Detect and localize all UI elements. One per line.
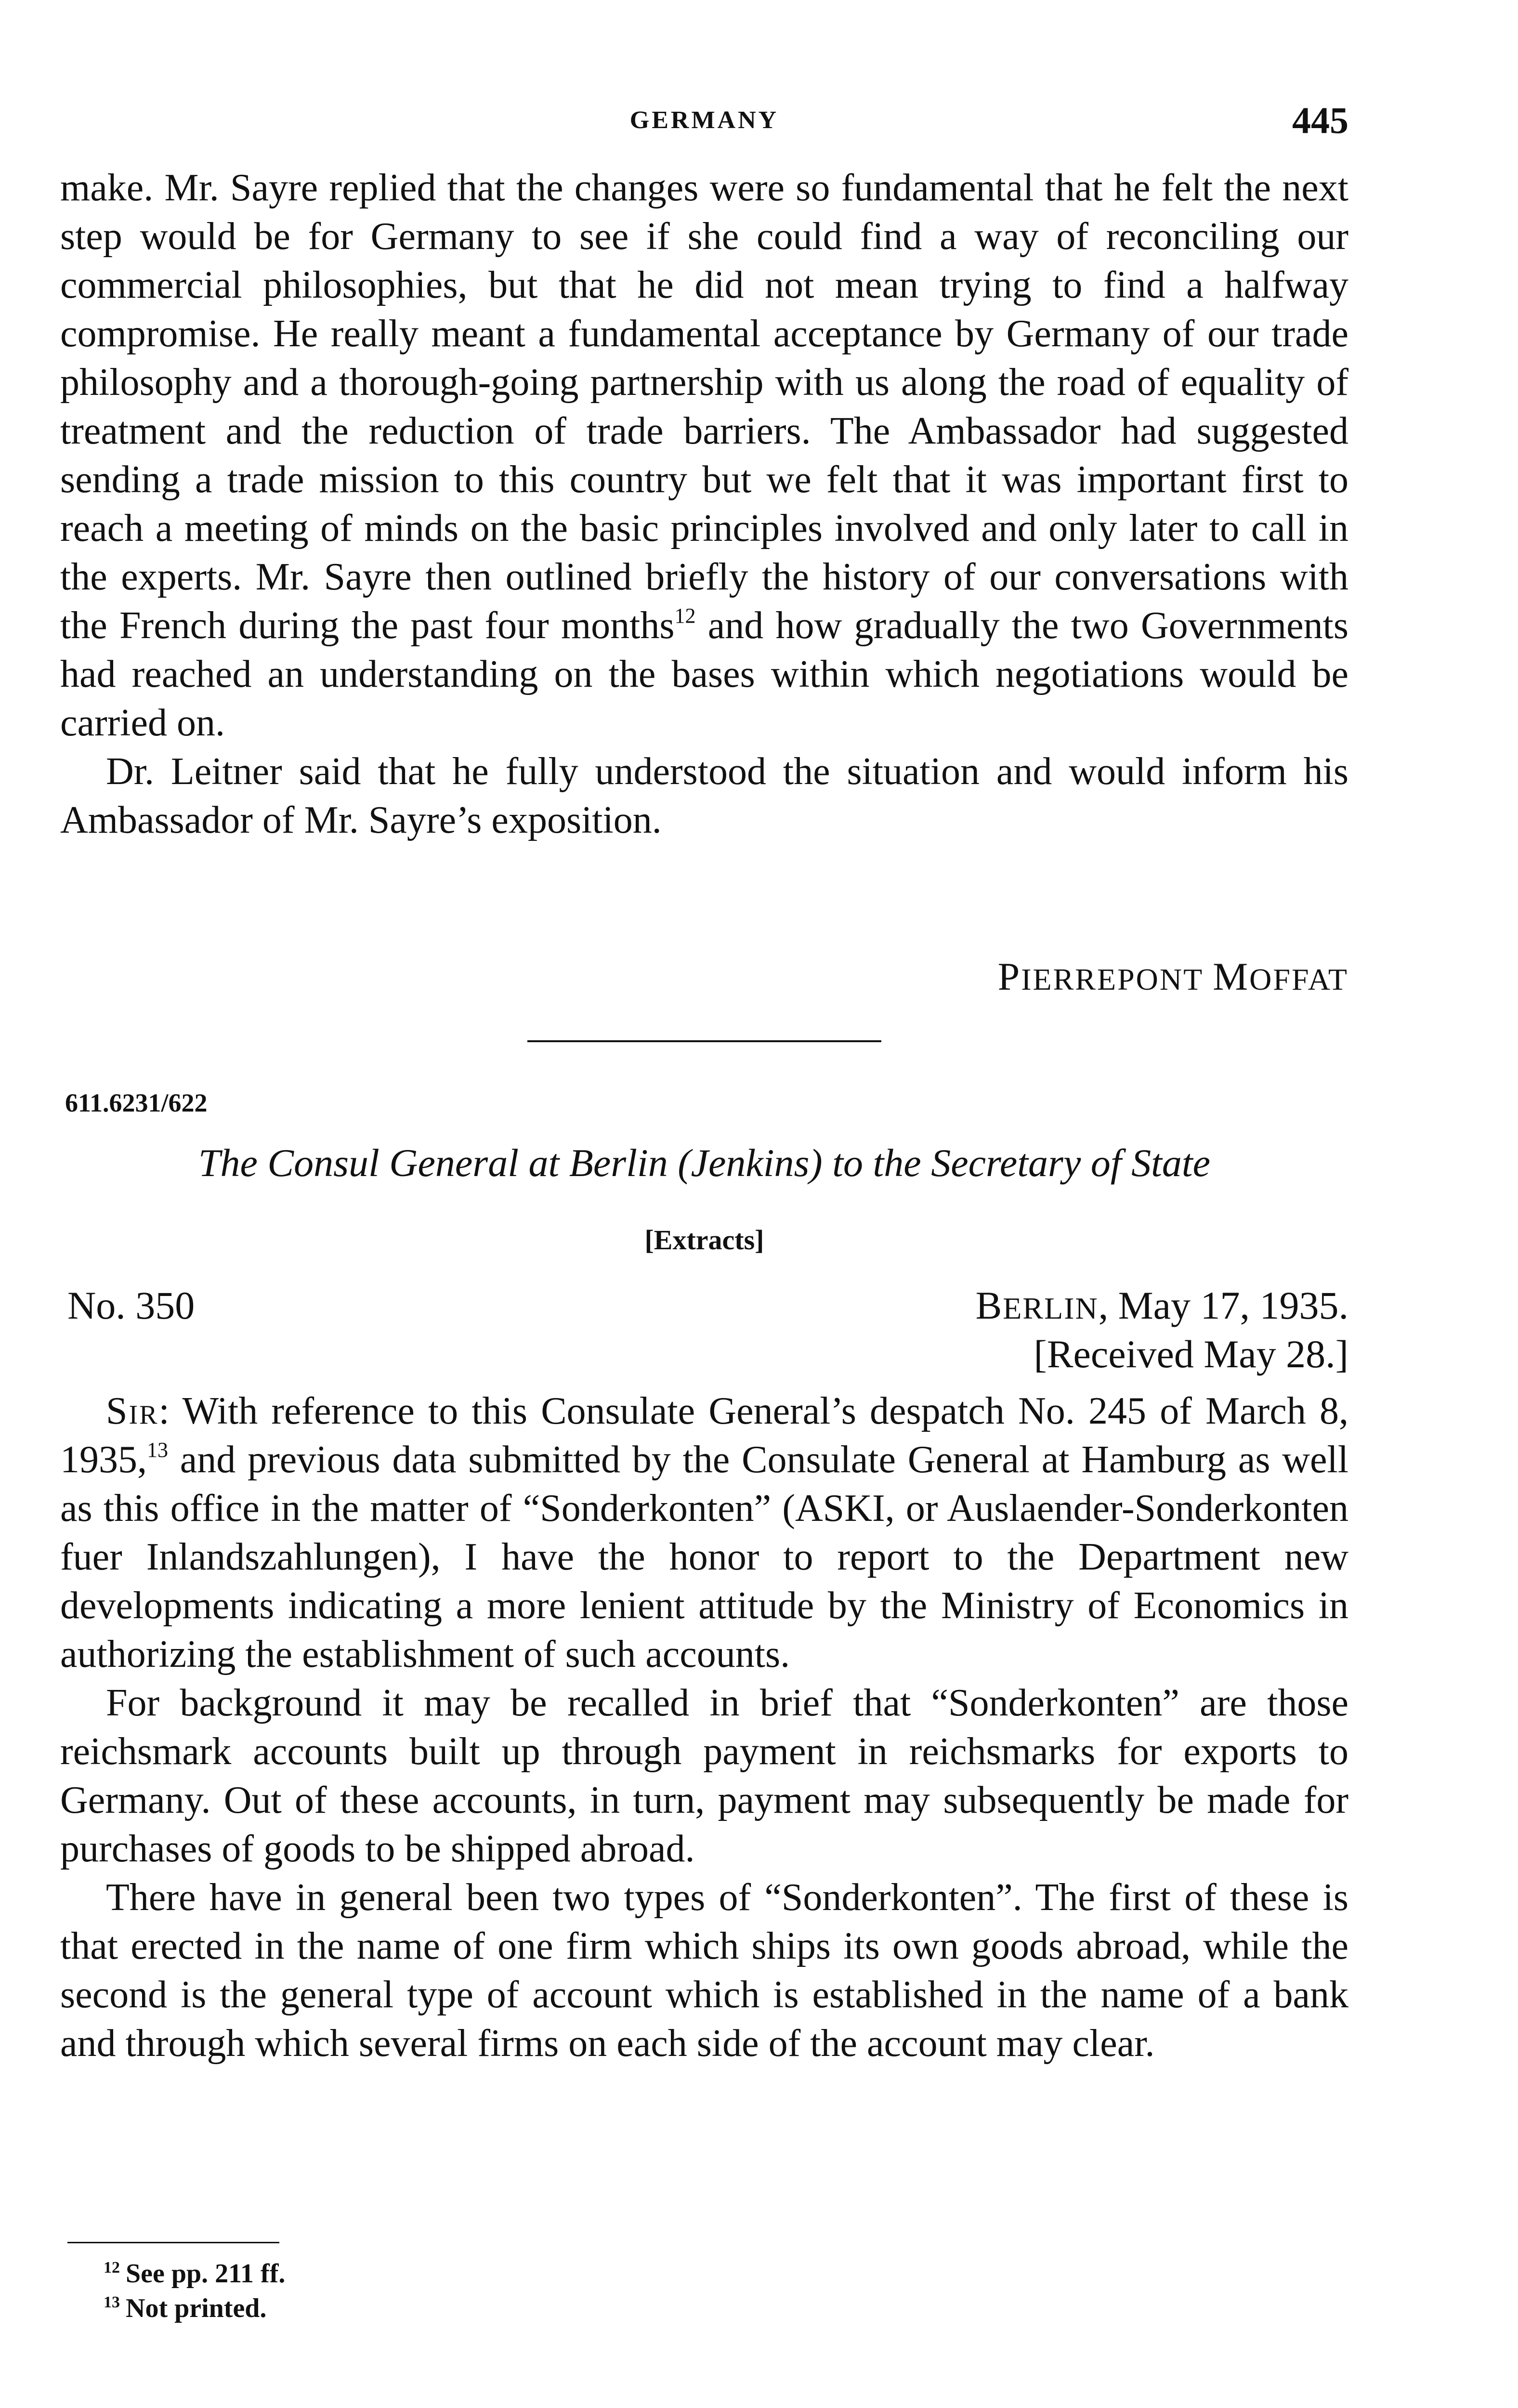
salutation: Sir: [106, 1390, 159, 1432]
footnote-divider: [67, 2242, 279, 2243]
memo-paragraph-1-text: make. Mr. Sayre replied that the changes were so fundamental that he felt the next step would be for Germany to see if she could find a way of reconciling our commercial philosophies, but that he did not mean trying to find a halfway compromise. He really meant a fundamental acceptance by Germany of our trade philosophy and a thorough-going partnership with us along the road of equality of treatment and the reduction of trade barriers. The Ambassador had suggested sending a trade mission to this country but we felt that it was important first to reach a meeting of minds on the basic principles involved and only later to call in the experts. Mr. Sayre then outlined briefly the history of our conversations with the French during the past four months: [60, 167, 1348, 647]
footnote-ref-12: 12: [674, 604, 696, 628]
running-head: [60, 94, 1348, 147]
footnote-ref-13: 13: [147, 1438, 168, 1462]
section-divider: [527, 1040, 881, 1042]
memo-paragraph-1-after: and how gradually the two Governments had reached an understanding on the bases within which negotiations would be carried on.: [60, 604, 1349, 744]
signature: PIERREPONT MOFFAT: [997, 955, 1348, 998]
document-title: The Consul General at Berlin (Jenkins) to the Secretary of State: [198, 1141, 1211, 1185]
memo-paragraph-2: Dr. Leitner said that he fully understood the situation and would inform his Ambassador of Mr. Sayre’s exposition.: [60, 750, 1348, 841]
despatch-number: No. 350: [67, 1283, 195, 1327]
page-number: 445: [1292, 99, 1348, 141]
file-number: 611.6231/622: [65, 1088, 208, 1117]
received-date: [Received May 28.]: [1034, 1332, 1348, 1376]
dateline: [976, 1281, 1348, 1333]
despatch-body: [60, 1387, 1348, 2068]
extracts-label: [Extracts]: [644, 1224, 764, 1256]
dateline-date: , May 17, 1935.: [1098, 1283, 1348, 1327]
running-title: GERMANY: [629, 106, 779, 134]
footnote-12: $^{12}$ See pp. 211 ff.: [104, 2259, 286, 2289]
despatch-paragraph-3: There have in general been two types of “Sonderkonten”. The first of these is that erected in the name of one firm which ships its own goods abroad, while the second is the general type of account which is established in the name of a bank and through which several firms on each side of the account may clear.: [60, 1876, 1348, 2065]
despatch-paragraph-1: Sir: With reference to this Consulate General’s despatch No. 245 of March 8, 1935,13 and previous data submitted by the Consulate General at Hamburg as well as this office in the matter of “Sonderkonten” (ASKI, or Auslaender-Sonderkonten fuer Inlandszahlungen), I have the honor to report to the Department new developments indicating a more lenient attitude by the Ministry of Economics in authorizing the establishment of such accounts.: [60, 1390, 1348, 1675]
despatch-paragraph-2: For background it may be recalled in brief that “Sonderkonten” are those reichsmark accounts built up through payment in reichsmarks for exports to Germany. Out of these accounts, in turn, payment may subsequently be made for purchases of goods to be shipped abroad.: [60, 1682, 1348, 1870]
memo-paragraph-1: [60, 164, 1348, 747]
dateline-place: BERLIN: [975, 1283, 1099, 1327]
footnote-13: $^{13}$ Not printed.: [104, 2293, 267, 2323]
memo-continuation: [60, 164, 1348, 845]
footnotes: [104, 2256, 285, 2326]
